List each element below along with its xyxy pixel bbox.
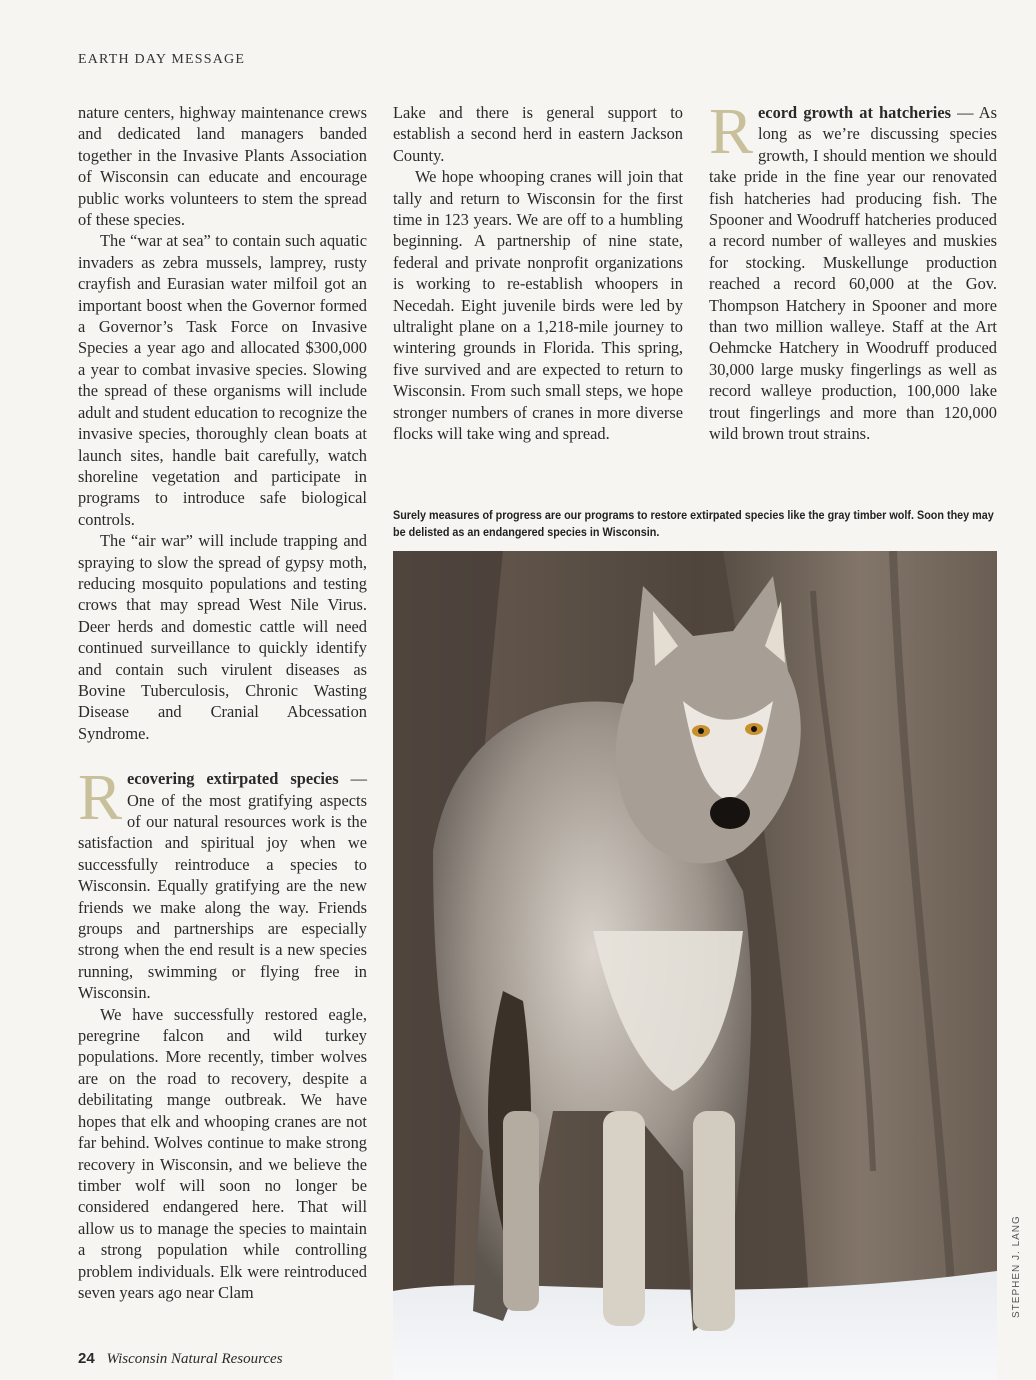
page-number: 24 bbox=[78, 1350, 95, 1367]
subhead: ecovering extirpated species bbox=[127, 769, 339, 789]
paragraph: The “air war” will include trapping and spraying to slow the spread of gypsy moth, reducing mosquito populations and testing crows that may spread West Nile Virus. Deer herds and domestic cattle will need continued surveillance to quickly identify and contain such virulent diseases as Bovine Tuberculosis, Chronic Wasting Disease and Cranial Abcessation Syndrome. bbox=[78, 531, 367, 743]
page-footer bbox=[78, 1350, 283, 1368]
lead-text: One of the most gratifying aspects of our natural resources work is the satisfaction and spiritual joy when we successfully reintroduce a species to Wisconsin. Equally gratifying are the new friends we make along the way. Friends groups and partnerships are especially strong when the end result is a new species running, swimming or flying free in Wisconsin. bbox=[78, 790, 367, 1003]
photo-credit: STEPHEN J. LANG bbox=[1011, 1215, 1022, 1318]
section-recovering-species bbox=[78, 761, 367, 1303]
photo-caption: Surely measures of progress are our programs to restore extirpated species like the gray timber wolf. Soon they may be delisted as an endangered species in Wisconsin. bbox=[393, 508, 994, 539]
subhead: ecord growth at hatcheries bbox=[758, 103, 951, 122]
wolf-photo bbox=[393, 551, 997, 1380]
section-label: EARTH DAY MESSAGE bbox=[78, 52, 246, 67]
column-3 bbox=[709, 95, 997, 445]
paragraph: We hope whooping cranes will join that tally and return to Wisconsin for the first time in 123 years. We are off to a humbling beginning. A partnership of nine state, federal and private nonprofit organizations is working to re-establish whoopers in Necedah. Eight juvenile birds were led by ultralight plane on a 1,218-mile journey to wintering grounds in Florida. This spring, five survived and are expected to return to Wisconsin. From such small steps, we hope stronger numbers of cranes in more diverse flocks will take wing and spread. bbox=[393, 167, 683, 444]
magazine-title: Wisconsin Natural Resources bbox=[106, 1351, 283, 1367]
drop-cap: R bbox=[709, 95, 754, 168]
column-2 bbox=[393, 102, 683, 445]
drop-cap: R bbox=[78, 761, 123, 835]
section-lead-paragraph bbox=[709, 95, 997, 445]
section-lead-paragraph bbox=[78, 761, 367, 1003]
column-1 bbox=[78, 102, 367, 1303]
wolf-illustration bbox=[393, 551, 997, 1380]
paragraph: The “war at sea” to contain such aquatic invaders as zebra mussels, lamprey, rusty crayfish and Eurasian water milfoil got an important boost when the Governor formed a Governor’s Task Force on Invasive Species a year ago and allocated $300,000 a year to combat invasive species. Slowing the spread of these organisms will include adult and student education to recognize the invasive species, thoroughly clean boats at launch sites, handle bait carefully, watch shoreline vegetation and participate in programs to introduce safe biological controls. bbox=[78, 231, 367, 529]
paragraph: We have successfully restored eagle, peregrine falcon and wild turkey populations. More recently, timber wolves are on the road to recovery, despite a debilitating mange outbreak. We have hopes that elk and whooping cranes are not far behind. Wolves continue to make strong recovery in Wisconsin, and we believe the timber wolf will soon no longer be considered endangered here. That will allow us to manage the species to maintain a strong population while controlling problem individuals. Elk were reintroduced seven years ago near Clam bbox=[78, 1004, 367, 1302]
lead-text: As long as we’re discussing species growth, I should mention we should take pride in the fine year our renovated fish hatcheries had producing fish. The Spooner and Woodruff hatcheries produced a record number of walleyes and muskies for stocking. Muskellunge production reached a record 60,000 at the Gov. Thompson Hatchery in Spooner and more than two million walleye. Staff at the Art Oehmcke Hatchery in Woodruff produced 30,000 large musky fingerlings as well as record walleye production, 100,000 lake trout fingerlings and more than 120,000 wild brown trout strains. bbox=[709, 103, 997, 444]
subhead-dash: — bbox=[950, 103, 979, 122]
subhead-dash: — bbox=[338, 769, 367, 789]
paragraph: nature centers, highway maintenance crews and dedicated land managers banded together in the Invasive Plants Association of Wisconsin can educate and encourage public works volunteers to stem the spread of these species. bbox=[78, 103, 367, 230]
paragraph: Lake and there is general support to establish a second herd in eastern Jackson County. bbox=[393, 103, 683, 165]
